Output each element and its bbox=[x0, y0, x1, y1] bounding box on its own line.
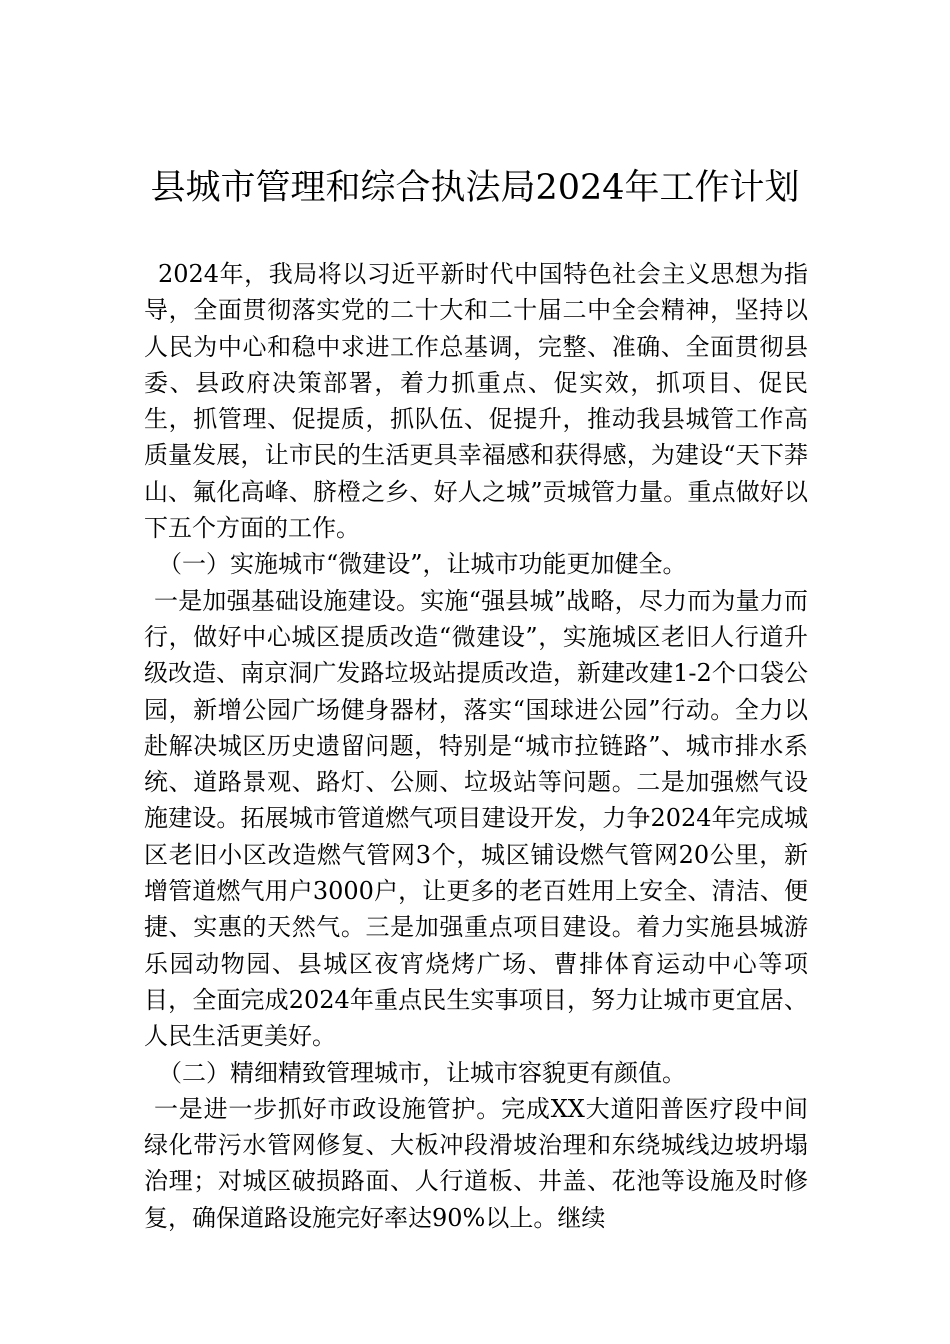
section-1-paragraph: 一是加强基础设施建设。实施“强县城”战略，尽力而为量力而行，做好中心城区提质改造“微建设”，实施城区老旧人行道升级改造、南京洞广发路垃圾站提质改造，新建改建1-2个口袋公园，新增公园广场健身器材，落实“国球进公园”行动。全力以赴解决城区历史遗留问题，特别是“城市拉链路”、城市排水系统、道路景观、路灯、公厕、垃圾站等问题。二是加强燃气设施建设。拓展城市管道燃气项目建设开发，力争2024年完成城区老旧小区改造燃气管网3个，城区铺设燃气管网20公里，新增管道燃气用户3000户，让更多的老百姓用上安全、清洁、便捷、实惠的天然气。三是加强重点项目建设。着力实施县城游乐园动物园、县城区夜宵烧烤广场、曹排体育运动中心等项目，全面完成2024年重点民生实事项目，努力让城市更宜居、人民生活更美好。 bbox=[144, 586, 808, 1051]
section-heading-1: （一）实施城市“微建设”，让城市功能更加健全。 bbox=[158, 550, 687, 579]
section-2-paragraph: 一是进一步抓好市政设施管护。完成XX大道阳普医疗段中间绿化带污水管网修复、大板冲段滑坡治理和东绕城线边坡坍塌治理；对城区破损路面、人行道板、井盖、花池等设施及时修复，确保道路设施完好率达90%以上。继续 bbox=[144, 1094, 808, 1232]
document-body bbox=[144, 256, 808, 1236]
section-heading-2: （二）精细精致管理城市，让城市容貌更有颜值。 bbox=[158, 1058, 686, 1087]
intro-paragraph: 2024年，我局将以习近平新时代中国特色社会主义思想为指导，全面贯彻落实党的二十大和二十届二中全会精神，坚持以人民为中心和稳中求进工作总基调，完整、准确、全面贯彻县委、县政府决策部署，着力抓重点、促实效，抓项目、促民生，抓管理、促提质，抓队伍、促提升，推动我县城管工作高质量发展，让市民的生活更具幸福感和获得感，为建设“天下莽山、氟化高峰、脐橙之乡、好人之城”贡城管力量。重点做好以下五个方面的工作。 bbox=[144, 260, 808, 543]
document-title: 县城市管理和综合执法局2024年工作计划 bbox=[150, 168, 800, 208]
